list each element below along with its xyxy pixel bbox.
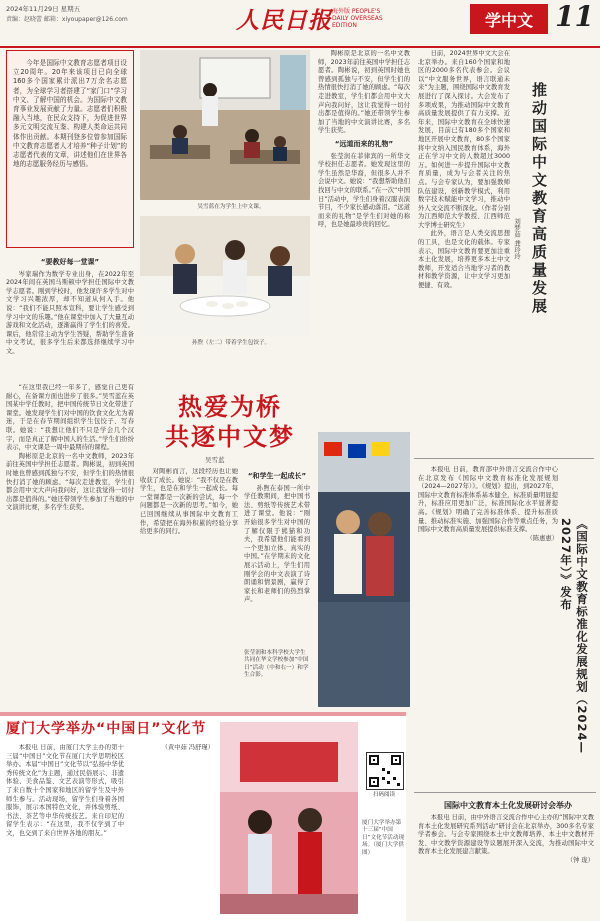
- feature-title: 推动国际中文教育高质量发展: [530, 82, 548, 316]
- photo-caption-bottom: 张莹润和本科学校大学生共同在华文学校参加“中国日”活动（中和右一）和学生合影。: [244, 650, 309, 679]
- standard-column: [418, 466, 558, 714]
- group-photo: [318, 432, 410, 707]
- xiamen-column-2: [130, 744, 214, 916]
- photo-caption-mid: 孙煦（左二）带着学生包饺子。: [191, 340, 271, 346]
- divider: [414, 458, 594, 459]
- article-subhead-1: “要教好每一堂课”: [40, 258, 100, 266]
- feature-column-1: [418, 50, 510, 450]
- seminar-credit: （钟 珑）: [566, 856, 594, 864]
- divider: [414, 792, 596, 793]
- qr-code[interactable]: [366, 752, 404, 790]
- article-paragraph: 陶彬原是北京的一名中文教师，2023年前往英国中学担任志愿者。陶彬说，初到英国时她也曾感到孤独与不安，但学生们的热情很快打消了她的顾虑。“每次走进教室，学生们都会用中文大声向我问好，这让我觉得一切付出都是值得的。”她还带领学生参加了当地的中文演讲比赛，多名学生获奖。: [318, 50, 410, 135]
- xiamen-title: 厦门大学举办“中国日”文化节: [6, 721, 207, 737]
- headline-author: 吴雪蓝: [205, 456, 225, 464]
- seminar-title: 国际中文教育本土化发展研讨会举办: [444, 801, 572, 810]
- feature-authors: 刘梦茹 龚玲玲: [513, 218, 521, 260]
- article-paragraph: “在这里我已经一年多了，感觉自己更有耐心，在备课方面也进步了很多。”吴雪蓝在英国某中学任教时，把中国传统节日文化带进了课堂。她发现学生们对中国的饮食文化尤为着迷，于是在春节期间组织学生包饺子、写春联。她说：“我想让他们不只是学会几个汉字，而是真正了解中国人的生活。”学生们纷纷表示，中文课是一周中最期待的课程。: [6, 384, 134, 452]
- article-subhead-3: “远道而来的礼物”: [334, 139, 394, 148]
- issue-date: 2024年11月29日 星期五: [6, 5, 81, 13]
- article-column-2: [140, 468, 238, 706]
- article-paragraph: 陶彬原是北京的一名中文教师，2023年前往英国中学担任志愿者。陶彬说，初到英国时她也曾感到孤独与不安，但学生们的热情很快打消了她的顾虑。“每次走进教室，学生们都会用中文大声向我问好，这让我觉得一切付出都是值得的。”她还带领学生参加了当地的中文演讲比赛，多名学生获奖。: [6, 452, 134, 512]
- article-paragraph: 岑家瑞作为数学专业出身，在2022年至2024年间在英国马斯顿中学担任国际中文教学志愿者。刚到学校时，他发现许多学生对中文学习兴趣浓厚，却不知道从何入手。他说：“我们不能只照本宣科，要让学生感受到学习中文的乐趣。”他在课堂中加入了大量互动游戏和文化活动，逐渐赢得了学生们的喜爱。课后，他常常主动为学生答疑，帮助学生准备中文考试，很多学生后来都选择继续学习中文。: [6, 270, 134, 355]
- feature-paragraph: 日前，2024世界中文大会在北京举办。来自160个国家和地区的2000多名代表参会。会议以“中文服务世界，语言联通未来”为主题，围绕国际中文教育发展进行了深入探讨。大会发布了多项成果，为推动国际中文教育高质量发展提供了有力支撑。近年来，国际中文教育在全球快速发展，目前已有180多个国家和地区开展中文教育，80多个国家将中文纳入国民教育体系，海外正在学习中文的人数超过3000万。如何进一步提升国际中文教育质量，成为与会者关注的焦点。与会专家认为，要加强教师队伍建设，创新教学模式，利用数字技术赋能中文学习，推动中外人文交流不断深化。（作者分别为江西师范大学教授、江西师范大学博士研究生）: [418, 50, 510, 229]
- intro-text: 今年是国际中文教育志愿者项目设立20周年。20年来该项目已向全球160多个国家累计派出7万余名志愿者，为全球学习者搭建了“家门口”学习中文、了解中国的机会。为国际中文教育事业发展贡献了力量。志愿者们积极融入当地，在民众支持下，为促进世界多元文明交流互鉴、构建人类命运共同体作出贡献。本期刊登多位曾参加国际中文教育志愿者人才培养“种子计划”的志愿者代表的文章，讲述他们在世界各地的志愿服务经历与感悟。: [13, 59, 127, 169]
- classroom-photo: [140, 50, 310, 200]
- feature-paragraph: 此外，语言是人类交流思想的工具，也是文化的载体。专家表示，国际中文教育要更加注重本土化发展，培养更多本土中文教师，开发适合当地学习者的教材和教学资源，让中文学习更加便捷、有效。: [418, 230, 510, 290]
- newspaper-logo-subtitle: 海外版 PEOPLE'S DAILY OVERSEAS EDITION: [332, 8, 383, 29]
- article-column-1b: [6, 384, 134, 706]
- headline-line-2: 共逐中文梦: [165, 422, 295, 451]
- article-paragraph: 对陶彬而言，这段经历也让她收获了成长。她说：“我不仅是在教学生，也是在和学生一起成长。每一堂课都是一次新的尝试，每一个问题都是一次新的思考。”如今，她已回国继续从事国际中文教育工作，希望把在海外积累的经验分享给更多的同行。: [140, 468, 238, 536]
- xiamen-photo-caption: 厦门大学举办第十三届“中国日”文化节活动现场。（厦门大学供图）: [362, 820, 405, 856]
- standard-credit: （陈惠惠）: [526, 534, 558, 542]
- xiamen-credit: （黄中茹 冯舒瑾）: [161, 744, 214, 751]
- standard-paragraph: 本报电 日前，教育部中外语言交流合作中心在北京发布《国际中文教育标准化发展规划（2024—2027年）》。《规划》提出，到2027年，国际中文教育标准体系基本健全，标准质量明显提升，标准应用更加广泛，标准国际化水平显著提高。《规划》明确了完善标准体系、提升标准质量、推动标准实施、加强国际合作等重点任务，为国际中文教育高质量发展提供标准支撑。: [418, 466, 558, 534]
- article-subhead-2: “和学生一起成长”: [247, 472, 307, 480]
- qr-label: 扫码阅读: [372, 792, 395, 798]
- editor-line: 责编：赵晓蕾 邮箱：xiyoupaper@126.com: [6, 16, 128, 23]
- headline-line-1: 热爱为桥: [178, 392, 282, 421]
- article-paragraph: 孙煦在泰国一所中学任教期间，把中国书法、剪纸等传统艺术带进了课堂。他说：“刚开始很多学生对中国的了解仅限于熊猫和功夫，我希望他们能看到一个更加立体、真实的中国。”在学期末的文化展示活动上，学生们用刚学会的中文表演了诗朗诵和情景剧，赢得了家长和老师们的热烈掌声。: [244, 484, 310, 604]
- intro-box: [6, 50, 134, 248]
- seminar-paragraph: 本报电 日前，由中外语言交流合作中心主办的“国际中文教育本土化发展研究系列活动”研讨会在北京举办，300多名专家学者参会。与会专家围绕本土中文教师培养、本土中文教材开发、中文教学资源建设等议题展开深入交流，为推动国际中文教育本土化发展建言献策。: [418, 814, 594, 856]
- section-tab: 学中文: [470, 4, 548, 34]
- article-column-1: [6, 254, 134, 380]
- dumpling-photo: [140, 216, 310, 336]
- page-number: 11: [555, 0, 594, 33]
- xiamen-festival-photo: [220, 722, 358, 914]
- xiamen-column: [6, 744, 124, 916]
- article-paragraph: 张莹润在菲律宾的一所华文学校担任志愿者。她发现这里的学生虽然是华裔，但很多人并不会说中文。她说：“我想帮助他们找回与中文的联系。”在一次“中国日”活动中，学生们身着汉服表演节目，不少家长感动落泪。“远道而来的礼物”是学生们对她的称呼，也是她最珍贵的回忆。: [318, 152, 410, 229]
- standard-title: 《国际中文教育标准化发展规划（2024—2027年）》发布: [559, 518, 589, 755]
- photo-caption-top: 吴雪蓝在为学生上中文课。: [197, 204, 265, 210]
- article-column-4: [318, 50, 410, 426]
- xiamen-paragraph: 本报电 日前，由厦门大学主办的第十三届“中国日”文化节在厦门大学思明校区举办。本届“中国日”文化节以“弘扬中华优秀传统文化”为主题，通过民俗展示、非遗体验、美食品鉴、文艺表演等形式，吸引了来自数十个国家和地区的留学生及中外师生参与。活动现场，留学生们身着各国服饰，展示本国特色文化，并体验剪纸、书法、茶艺等中华传统技艺。来自印尼的留学生表示：“在这里，我不仅学到了中文，也交到了来自世界各地的朋友。”: [6, 744, 124, 837]
- seminar-column: [418, 814, 594, 914]
- main-headline: [150, 392, 310, 452]
- newspaper-logo: 人民日报: [236, 7, 332, 34]
